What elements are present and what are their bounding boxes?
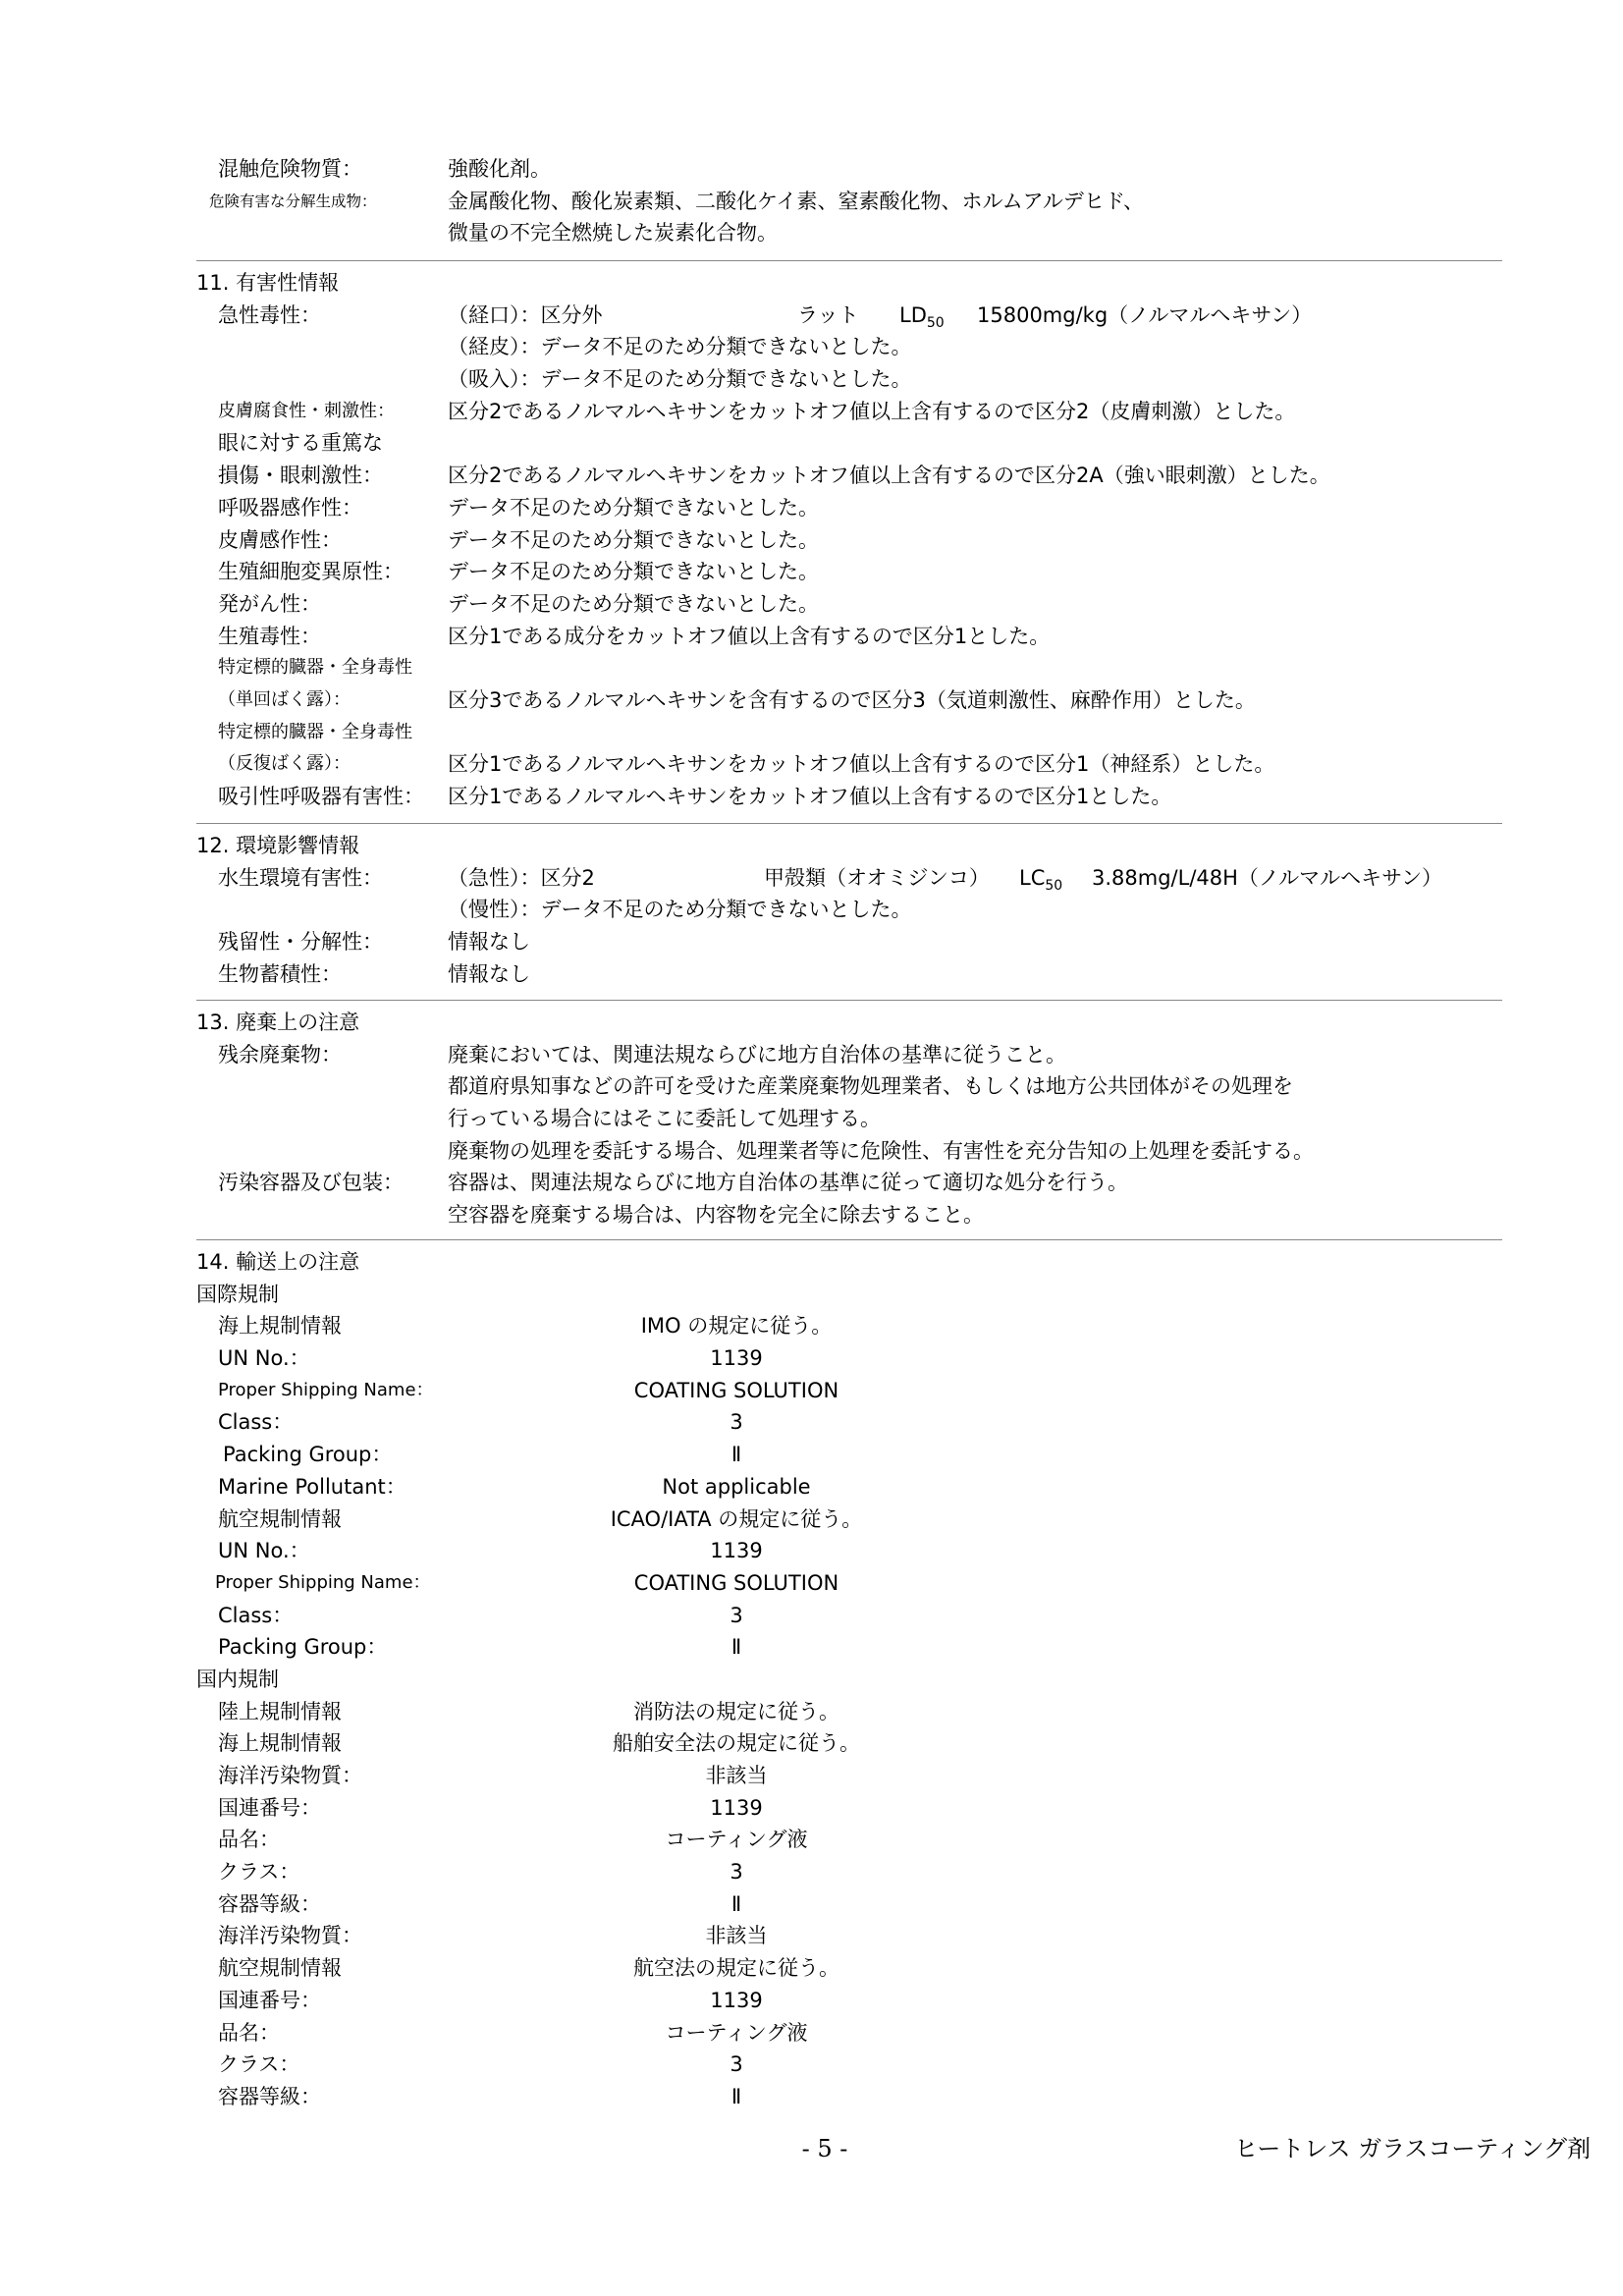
subsection-title: 国内規制 [196, 1667, 279, 1691]
row-label: クラス： [218, 1860, 300, 1885]
row-value: （慢性）：データ不足のため分類できないとした。 [448, 898, 912, 922]
row-label: 生殖毒性： [218, 624, 321, 648]
row-label: 海上規制情報 [218, 1731, 342, 1756]
subsection-title: 国際規制 [196, 1282, 279, 1306]
row-label: 急性毒性： [218, 302, 321, 327]
row-value: 強酸化剤。 [448, 157, 551, 181]
row-value: 都道府県知事などの許可を受けた産業廃棄物処理業者、もしくは地方公共団体がその処理を [448, 1074, 1293, 1099]
row-value: 非該当 [705, 1764, 768, 1787]
row-value: 船舶安全法の規定に従う。 [613, 1731, 860, 1756]
row-value: Ⅱ [730, 1891, 742, 1916]
section-divider [196, 1000, 1502, 1001]
row-value: Ⅱ [730, 2084, 742, 2108]
row-value: Ⅱ [730, 1635, 742, 1660]
section-14 [196, 1246, 1502, 2113]
row-value: 情報なし [448, 930, 530, 955]
row-label: 発がん性： [218, 591, 321, 616]
row-label: Packing Group： [218, 1635, 388, 1660]
row-label: 容器等級： [218, 1891, 321, 1916]
row-label: 海洋汚染物質： [218, 1924, 362, 1948]
lc-value: 3.88mg/L/48H（ノルマルヘキサン） [1092, 865, 1443, 890]
row-label: 吸引性呼吸器有害性： [218, 785, 424, 808]
ld-label: $LD_{50}$ [899, 302, 945, 331]
row-label: 海上規制情報 [218, 1314, 342, 1339]
species: ラット [797, 302, 859, 327]
row-label: 損傷・眼刺激性： [218, 464, 383, 488]
row-value: 1139 [710, 1988, 763, 2012]
row-label: 容器等級： [218, 2084, 321, 2108]
row-value: コーティング液 [665, 1828, 808, 1852]
row-label: 眼に対する重篤な [218, 431, 383, 456]
species: 甲殻類（オオミジンコ） [764, 865, 990, 890]
row-value: 3 [730, 1603, 743, 1627]
row-label: UN No.： [218, 1346, 310, 1371]
row-value: 空容器を廃棄する場合は、内容物を完全に除去すること。 [448, 1203, 984, 1228]
row-label: 品名： [218, 1828, 280, 1852]
row-label: （反復ばく露）： [218, 753, 351, 775]
section-divider [196, 260, 1502, 261]
row-label: 海洋汚染物質： [218, 1764, 362, 1787]
row-label: 呼吸器感作性： [218, 495, 362, 519]
row-value: 区分2であるノルマルヘキサンをカットオフ値以上含有するので区分2（皮膚刺激）とした。 [448, 399, 1296, 423]
row-value: 区分3であるノルマルヘキサンを含有するので区分3（気道刺激性、麻酔作用）とした。 [448, 687, 1256, 712]
row-value: COATING SOLUTION [633, 1378, 839, 1402]
row-value: 1139 [710, 1795, 763, 1820]
row-label: 特定標的臓器・全身毒性 [218, 657, 412, 679]
page-number: - 5 - [801, 2135, 848, 2162]
row-value: 金属酸化物、酸化炭素類、二酸化ケイ素、窒素酸化物、ホルムアルデヒド、 [448, 189, 1144, 213]
row-value: コーティング液 [665, 2020, 808, 2045]
row-label: Marine Pollutant： [218, 1474, 406, 1499]
row-value: Ⅱ [730, 1443, 742, 1467]
row-value: 1139 [710, 1346, 763, 1371]
row-value: データ不足のため分類できないとした。 [448, 560, 819, 584]
row-value: ICAO/IATA の規定に従う。 [610, 1506, 863, 1531]
row-label: 航空規制情報 [218, 1506, 342, 1531]
row-value: 非該当 [705, 1924, 768, 1948]
ld-value: 15800mg/kg（ノルマルヘキサン） [977, 302, 1313, 327]
row-value: （経皮）：データ不足のため分類できないとした。 [448, 335, 912, 359]
section-11 [196, 267, 1502, 813]
row-label: 残余廃棄物： [218, 1042, 342, 1066]
row-value: データ不足のため分類できないとした。 [448, 495, 819, 519]
row-value: （経口）：区分外 [448, 302, 603, 327]
row-value: 消防法の規定に従う。 [633, 1699, 839, 1723]
row-label: 生物蓄積性： [218, 961, 342, 986]
row-label: 汚染容器及び包装： [218, 1171, 404, 1195]
row-label: 水生環境有害性： [218, 865, 383, 890]
section-title: 11. 有害性情報 [196, 271, 340, 295]
mix-row [196, 153, 1502, 186]
row-label: 陸上規制情報 [218, 1699, 342, 1723]
section-12 [196, 830, 1502, 990]
row-label: 航空規制情報 [218, 1956, 342, 1981]
row-value: 廃棄においては、関連法規ならびに地方自治体の基準に従うこと。 [448, 1042, 1066, 1066]
row-value: （吸入）：データ不足のため分類できないとした。 [448, 367, 912, 392]
row-label: （単回ばく露）： [218, 688, 351, 710]
row-label: 皮膚腐食性・刺激性： [218, 400, 395, 421]
row-value: 3 [730, 2052, 743, 2077]
row-label: 生殖細胞変異原性： [218, 560, 404, 584]
row-value: 航空法の規定に従う。 [633, 1956, 839, 1981]
row-label: Class： [218, 1603, 294, 1627]
section-divider [196, 823, 1502, 824]
decomp-row [196, 186, 1502, 218]
row-value: 1139 [710, 1539, 763, 1563]
row-value: 3 [730, 1860, 743, 1885]
row-value: COATING SOLUTION [633, 1570, 839, 1595]
row-value: IMO の規定に従う。 [640, 1314, 833, 1339]
hazard-mix-block [196, 153, 1502, 249]
section-title: 13. 廃棄上の注意 [196, 1011, 360, 1034]
row-value: 情報なし [448, 961, 530, 986]
lc-label: $LC_{50}$ [1019, 865, 1063, 894]
row-label: 品名： [218, 2020, 280, 2045]
row-label: 特定標的臓器・全身毒性 [218, 721, 412, 742]
row-label: Proper Shipping Name： [218, 1379, 434, 1400]
section-divider [196, 1239, 1502, 1240]
row-label: 国連番号： [218, 1988, 321, 2012]
row-label: クラス： [218, 2052, 300, 2077]
row-value: 行っている場合にはそこに委託して処理する。 [448, 1107, 881, 1131]
section-title: 14. 輸送上の注意 [196, 1250, 360, 1274]
row-label: Class： [218, 1410, 294, 1435]
row-label: 危険有害な分解生成物： [209, 191, 377, 210]
row-value: 廃棄物の処理を委託する場合、処理業者等に危険性、有害性を充分告知の上処理を委託する。 [448, 1138, 1314, 1163]
section-13 [196, 1007, 1502, 1231]
row-value: データ不足のため分類できないとした。 [448, 527, 819, 552]
row-label: 残留性・分解性： [218, 930, 383, 955]
section-title: 12. 環境影響情報 [196, 834, 360, 857]
row-value: 容器は、関連法規ならびに地方自治体の基準に従って適切な処分を行う。 [448, 1171, 1128, 1195]
decomp-row-cont [196, 217, 1502, 249]
row-label: 国連番号： [218, 1795, 321, 1820]
row-value: データ不足のため分類できないとした。 [448, 591, 819, 616]
row-label: UN No.： [218, 1539, 310, 1563]
row-label: Packing Group： [223, 1443, 393, 1467]
acute-oral-row [196, 300, 1502, 332]
row-value: 区分1であるノルマルヘキサンをカットオフ値以上含有するので区分1（神経系）とした。 [448, 752, 1275, 777]
row-label: Proper Shipping Name： [215, 1571, 431, 1593]
row-value: 3 [730, 1410, 743, 1435]
row-value: 区分1であるノルマルヘキサンをカットオフ値以上含有するので区分1とした。 [448, 785, 1172, 808]
row-label: 皮膚感作性： [218, 527, 342, 552]
row-value: 区分2であるノルマルヘキサンをカットオフ値以上含有するので区分2A（強い眼刺激）とした。 [448, 464, 1330, 488]
row-value: （急性）：区分2 [448, 865, 595, 890]
product-name: ヒートレス ガラスコーティング剤 [1234, 2135, 1591, 2162]
row-value: 区分1である成分をカットオフ値以上含有するので区分1とした。 [448, 624, 1051, 648]
row-value: 微量の不完全燃焼した炭素化合物。 [448, 221, 778, 246]
row-label: 混触危険物質： [218, 157, 362, 181]
row-value: Not applicable [662, 1474, 811, 1499]
